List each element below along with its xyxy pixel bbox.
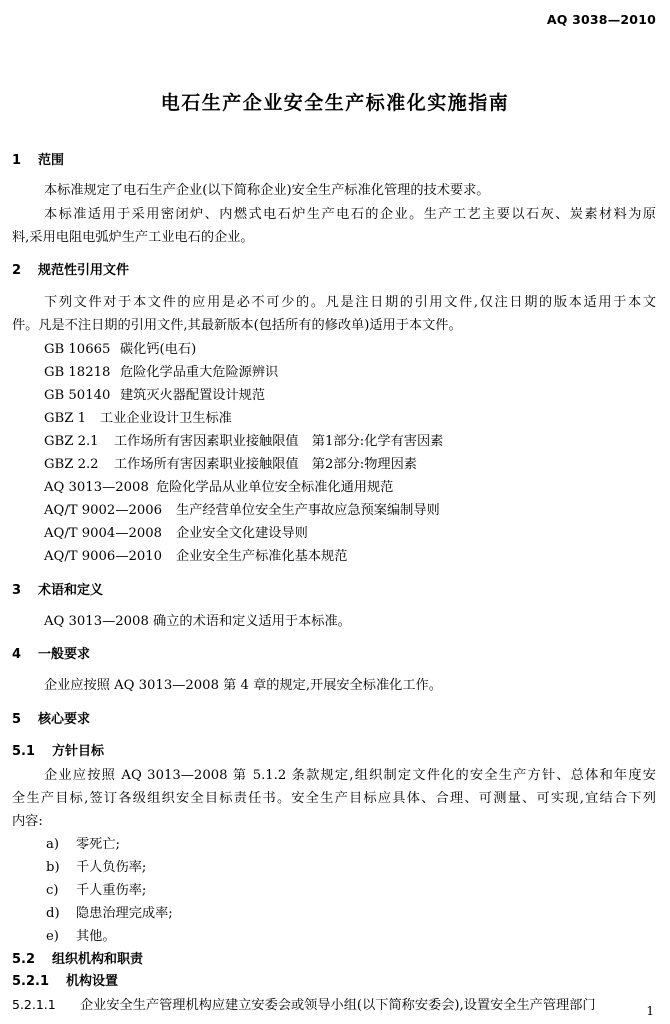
- section-number: 2: [12, 263, 22, 278]
- list-text: 隐患治理完成率;: [76, 906, 173, 921]
- section-title: 方针目标: [52, 744, 105, 759]
- clause-5-2-1-1: [12, 996, 596, 1015]
- list-text: 千人重伤率;: [76, 883, 147, 898]
- paragraph: 内容:: [12, 814, 43, 829]
- page-number: 1: [646, 1004, 654, 1018]
- section-3-heading: [12, 582, 103, 600]
- paragraph: 企业应按照 AQ 3013—2008 第 4 章的规定,开展安全标准化工作。: [44, 678, 442, 693]
- reference-item: [44, 479, 393, 497]
- reference-item: [44, 387, 265, 405]
- section-title: 术语和定义: [38, 583, 104, 598]
- paragraph: 全生产目标,签订各级组织安全目标责任书。安全生产目标应具体、合理、可测量、可实现,宜结合下列: [12, 791, 656, 806]
- list-marker: d): [46, 906, 60, 921]
- list-item: [46, 905, 173, 923]
- reference-name: 危险化学品重大危险源辨识: [120, 365, 279, 380]
- list-marker: a): [46, 837, 60, 852]
- reference-name: 工业企业设计卫生标准: [100, 411, 232, 426]
- paragraph: 下列文件对于本文件的应用是必不可少的。凡是注日期的引用文件,仅注日期的版本适用于本文: [44, 295, 656, 310]
- paragraph: 件。凡是不注日期的引用文件,其最新版本(包括所有的修改单)适用于本文件。: [12, 318, 462, 333]
- reference-code: GBZ 1: [44, 411, 86, 426]
- section-number: 4: [12, 647, 22, 662]
- subsection-5-1-heading: [12, 743, 104, 761]
- subsection-5-2-1-heading: [12, 973, 118, 991]
- clause-text: 企业安全生产管理机构应建立安委会或领导小组(以下简称安委会),设置安全生产管理部门: [80, 998, 596, 1013]
- reference-code: GBZ 2.1: [44, 434, 99, 449]
- section-number: 5.1: [12, 744, 36, 759]
- reference-item: [44, 433, 443, 451]
- section-title: 范围: [38, 153, 65, 168]
- standard-code: AQ 3038—2010: [546, 12, 656, 27]
- section-title: 一般要求: [38, 647, 91, 662]
- reference-code: GB 50140: [44, 388, 111, 403]
- section-2-heading: [12, 262, 129, 280]
- section-5-heading: [12, 711, 90, 729]
- list-text: 千人负伤率;: [76, 860, 147, 875]
- reference-item: [44, 548, 347, 566]
- paragraph: 企业应按照 AQ 3013—2008 第 5.1.2 条款规定,组织制定文件化的安全生产方针、总体和年度安: [44, 768, 656, 783]
- reference-name: 工作场所有害因素职业接触限值 第2部分:物理因素: [114, 457, 417, 472]
- reference-item: [44, 410, 232, 428]
- subsection-5-2-heading: [12, 951, 143, 969]
- reference-code: AQ/T 9004—2008: [44, 526, 163, 541]
- reference-item: [44, 364, 278, 382]
- reference-name: 碳化钙(电石): [120, 342, 197, 357]
- reference-name: 建筑灭火器配置设计规范: [120, 388, 266, 403]
- paragraph: 本标准适用于采用密闭炉、内燃式电石炉生产电石的企业。生产工艺主要以石灰、炭素材料为原: [44, 207, 656, 222]
- section-number: 5.2: [12, 952, 36, 967]
- section-number: 5.2.1: [12, 974, 50, 989]
- section-number: 1: [12, 153, 22, 168]
- section-number: 3: [12, 583, 22, 598]
- clause-number: 5.2.1.1: [12, 997, 56, 1012]
- section-number: 5: [12, 712, 22, 727]
- reference-item: [44, 456, 417, 474]
- section-title: 核心要求: [38, 712, 91, 727]
- list-item: [46, 836, 120, 854]
- reference-code: AQ/T 9002—2006: [44, 503, 163, 518]
- list-marker: b): [46, 860, 60, 875]
- reference-code: GB 18218: [44, 365, 111, 380]
- reference-code: AQ/T 9006—2010: [44, 549, 163, 564]
- section-title: 规范性引用文件: [38, 263, 130, 278]
- reference-name: 工作场所有害因素职业接触限值 第1部分:化学有害因素: [114, 434, 444, 449]
- paragraph: AQ 3013—2008 确立的术语和定义适用于本标准。: [44, 614, 351, 629]
- reference-code: GB 10665: [44, 342, 111, 357]
- list-item: [46, 882, 146, 900]
- reference-item: [44, 525, 308, 543]
- section-1-heading: [12, 152, 64, 170]
- reference-code: AQ 3013—2008: [44, 480, 149, 495]
- reference-name: 危险化学品从业单位安全标准化通用规范: [156, 480, 394, 495]
- list-item: [46, 859, 146, 877]
- reference-item: [44, 341, 196, 359]
- paragraph: 本标准规定了电石生产企业(以下简称企业)安全生产标准化管理的技术要求。: [44, 183, 490, 198]
- reference-name: 生产经营单位安全生产事故应急预案编制导则: [176, 503, 440, 518]
- reference-code: GBZ 2.2: [44, 457, 99, 472]
- list-text: 零死亡;: [76, 837, 121, 852]
- reference-name: 企业安全文化建设导则: [176, 526, 308, 541]
- list-item: [46, 928, 116, 946]
- document-title: 电石生产企业安全生产标准化实施指南: [160, 92, 510, 114]
- list-marker: c): [46, 883, 59, 898]
- paragraph: 料,采用电阻电弧炉生产工业电石的企业。: [12, 230, 254, 245]
- list-marker: e): [46, 929, 59, 944]
- reference-name: 企业安全生产标准化基本规范: [176, 549, 348, 564]
- section-title: 机构设置: [66, 974, 119, 989]
- reference-item: [44, 502, 440, 520]
- section-4-heading: [12, 646, 90, 664]
- section-title: 组织机构和职责: [52, 952, 144, 967]
- list-text: 其他。: [76, 929, 116, 944]
